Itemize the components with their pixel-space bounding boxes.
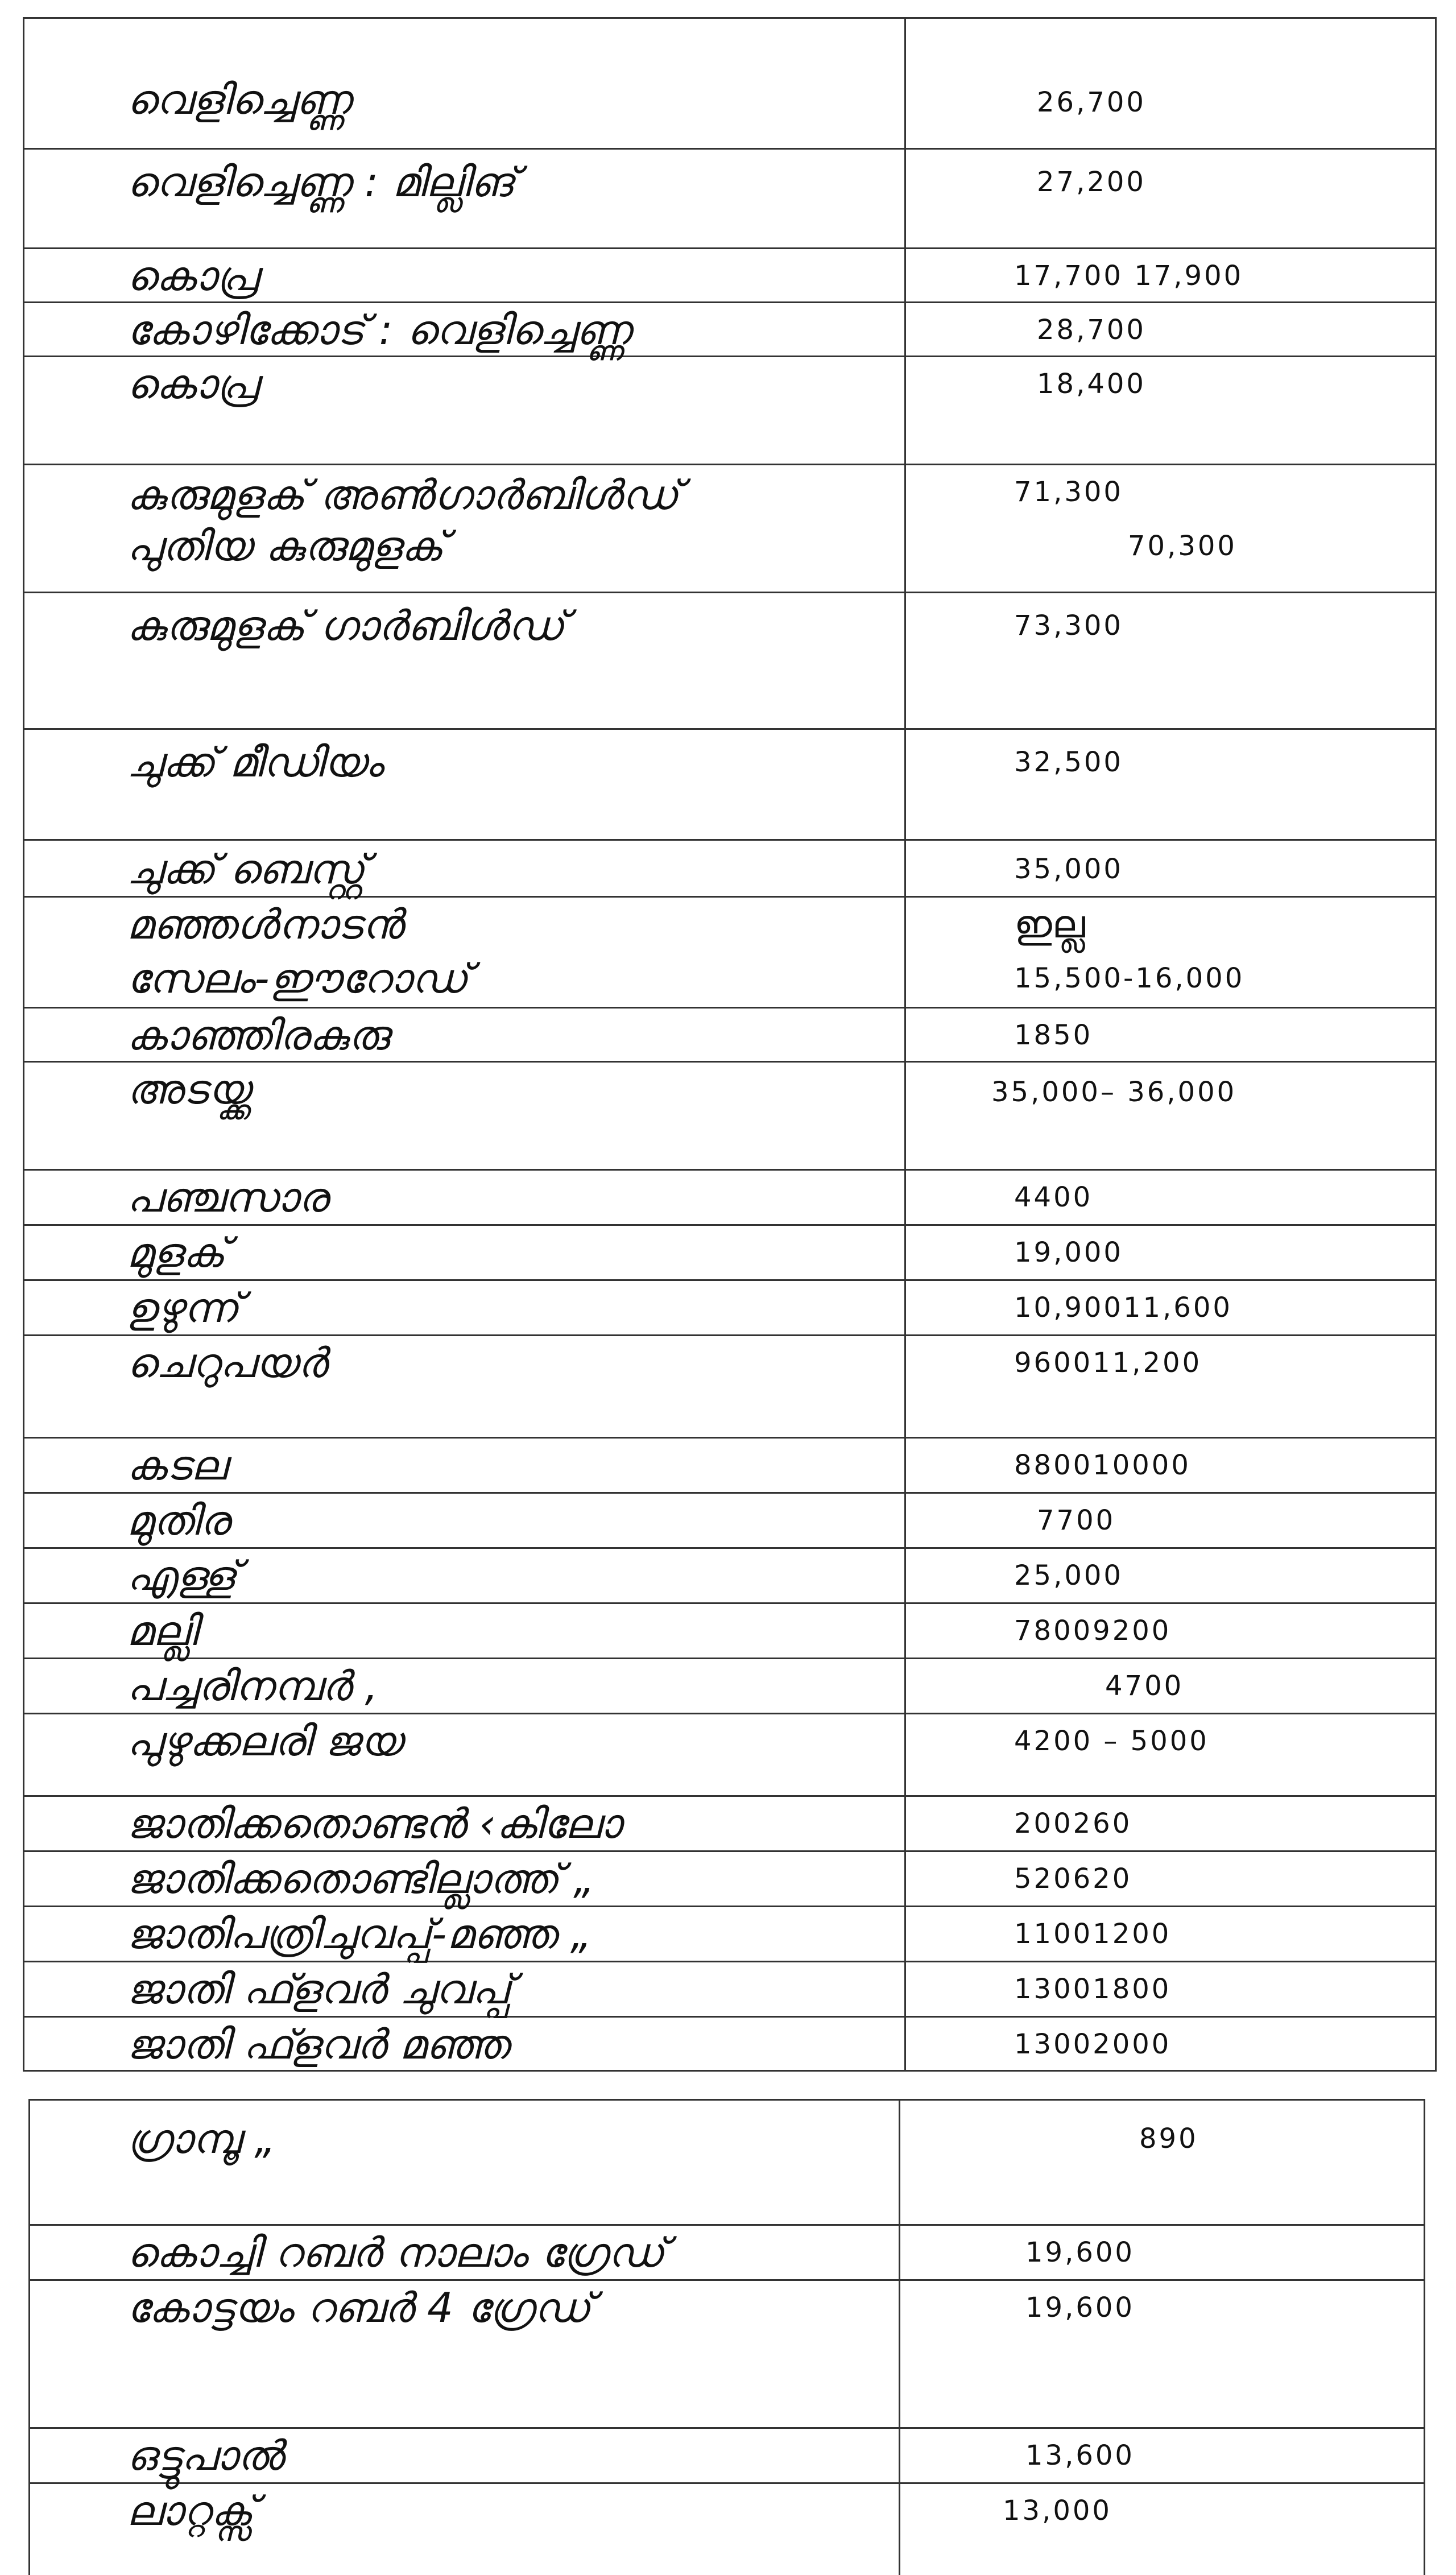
item-label: വെളിച്ചെണ്ണ : മില്ലിങ് bbox=[127, 158, 516, 206]
item-value: 13,000 bbox=[1003, 2495, 1112, 2527]
table-row bbox=[24, 1604, 1435, 1659]
table-row bbox=[24, 1281, 1435, 1336]
item-value: 35,000 bbox=[1014, 853, 1123, 885]
table-row bbox=[24, 1852, 1435, 1907]
item-label: കോട്ടയം റബർ 4 ഗ്രേഡ് bbox=[127, 2284, 592, 2332]
table-row bbox=[24, 1336, 1435, 1439]
item-label: കൊപ്ര bbox=[127, 360, 259, 408]
price-table-2 bbox=[28, 2099, 1425, 2575]
item-label: പുഴുക്കലരി ജയ bbox=[127, 1717, 403, 1765]
item-value: 13,600 bbox=[1025, 2440, 1135, 2471]
item-label: ജാതിക്കതൊണ്ടൻ ‹കിലോ bbox=[127, 1800, 622, 1847]
table-row bbox=[24, 1797, 1435, 1852]
item-label: കോഴിക്കോട് : വെളിച്ചെണ്ണ bbox=[127, 306, 631, 354]
item-value: 4700 bbox=[1105, 1670, 1184, 1702]
item-value: 26,700 bbox=[1037, 86, 1146, 118]
table-row bbox=[24, 1439, 1435, 1494]
item-label: മുളക് bbox=[127, 1229, 226, 1276]
table-row bbox=[24, 1171, 1435, 1226]
item-label: മല്ലി bbox=[127, 1607, 198, 1655]
item-value: 71,300 bbox=[1014, 476, 1123, 508]
table-row bbox=[24, 593, 1435, 730]
table-row bbox=[24, 1907, 1435, 1962]
item-label: പച്ചരിനമ്പർ , bbox=[127, 1662, 379, 1710]
item-label: കൊച്ചി റബർ നാലാം ഗ്രേഡ് bbox=[127, 2229, 665, 2276]
item-label: എള്ള് bbox=[127, 1552, 238, 1599]
item-value: 7700 bbox=[1037, 1505, 1116, 1536]
item-value: 25,000 bbox=[1014, 1560, 1123, 1592]
table-row bbox=[24, 249, 1435, 303]
table-row bbox=[30, 2101, 1424, 2226]
table-row bbox=[24, 1063, 1435, 1171]
item-label: കാഞ്ഞിരകുരു bbox=[127, 1011, 390, 1059]
item-label: ചെറുപയർ bbox=[127, 1339, 327, 1387]
price-table-1 bbox=[23, 17, 1437, 2072]
item-value: 73,300 bbox=[1014, 610, 1123, 642]
item-label: ജാതിപത്രിചുവപ്പ്-മഞ്ഞ „ bbox=[127, 1910, 593, 1958]
item-label: ചുക്ക് മീഡിയം bbox=[127, 738, 384, 786]
item-value: 10,90011,600 bbox=[1014, 1292, 1232, 1324]
table-row bbox=[30, 2429, 1424, 2484]
item-value: 1850 bbox=[1014, 1019, 1093, 1051]
item-label: അടയ്ക്ക bbox=[127, 1065, 250, 1113]
item-value: 32,500 bbox=[1014, 746, 1123, 778]
table-row bbox=[24, 1962, 1435, 2018]
item-label: പഞ്ചസാര bbox=[127, 1173, 329, 1221]
table-row bbox=[24, 1549, 1435, 1604]
table-row bbox=[24, 1659, 1435, 1714]
item-label: ലാറ്റക്സ് bbox=[127, 2487, 255, 2535]
table-row bbox=[24, 1226, 1435, 1281]
table-row bbox=[24, 303, 1435, 357]
item-label: ഉഴുന്ന് bbox=[127, 1284, 240, 1332]
item-value: 18,400 bbox=[1037, 368, 1146, 400]
item-value: 960011,200 bbox=[1014, 1347, 1202, 1379]
item-label: മുതിര bbox=[127, 1497, 230, 1544]
item-label: കുരുമുളക് ഗാർബിൾഡ് bbox=[127, 602, 565, 650]
item-label: ജാതി ഫ്ളവർ ചുവപ്പ് bbox=[127, 1965, 512, 2013]
table-row bbox=[24, 465, 1435, 593]
item-label: കടല bbox=[127, 1441, 227, 1489]
item-value-2: 70,300 bbox=[1128, 530, 1237, 562]
table-row bbox=[24, 730, 1435, 841]
table-row bbox=[24, 1008, 1435, 1063]
table-row bbox=[30, 2226, 1424, 2281]
table-row bbox=[24, 841, 1435, 898]
item-label-2: സേലം-ഈറോഡ് bbox=[127, 954, 469, 1002]
item-label: മഞ്ഞൾനാടൻ bbox=[127, 900, 404, 948]
table-row bbox=[24, 19, 1435, 150]
item-value: 19,000 bbox=[1014, 1237, 1123, 1268]
item-value: 520620 bbox=[1014, 1863, 1132, 1895]
item-value: 35,000– 36,000 bbox=[991, 1076, 1237, 1108]
item-value: 27,200 bbox=[1037, 166, 1146, 198]
item-value: 11001200 bbox=[1014, 1918, 1172, 1950]
table-row bbox=[24, 898, 1435, 1008]
item-value: 890 bbox=[1139, 2123, 1198, 2155]
item-label: കുരുമുളക് അൺഗാർബിൾഡ് bbox=[127, 471, 680, 519]
item-value-2: 15,500-16,000 bbox=[1014, 962, 1245, 994]
item-label: ഒട്ടുപാൽ bbox=[127, 2432, 284, 2479]
table-row bbox=[24, 2018, 1435, 2072]
item-label: കൊപ്ര bbox=[127, 252, 259, 300]
item-label: ഗ്രാമ്പൂ „ bbox=[127, 2115, 276, 2163]
item-label-2: പുതിയ കുരുമുളക് bbox=[127, 522, 445, 570]
item-value: 19,600 bbox=[1025, 2292, 1135, 2324]
item-value: 78009200 bbox=[1014, 1615, 1172, 1647]
item-value: 880010000 bbox=[1014, 1449, 1191, 1481]
item-label: ചുക്ക് ബെസ്റ്റ് bbox=[127, 845, 366, 893]
table-row bbox=[30, 2281, 1424, 2429]
item-value: 19,600 bbox=[1025, 2237, 1135, 2268]
item-value: 28,700 bbox=[1037, 314, 1146, 346]
item-value: 13001800 bbox=[1014, 1973, 1172, 2005]
item-value: 4200 – 5000 bbox=[1014, 1725, 1209, 1757]
table-row bbox=[30, 2484, 1424, 2575]
item-value: ഇല്ല bbox=[1014, 902, 1085, 947]
table-row bbox=[24, 150, 1435, 249]
item-value: 13002000 bbox=[1014, 2028, 1172, 2060]
item-value: 200260 bbox=[1014, 1808, 1132, 1840]
table-row bbox=[24, 1714, 1435, 1797]
table-row bbox=[24, 1494, 1435, 1549]
table-row bbox=[24, 357, 1435, 465]
item-value: 4400 bbox=[1014, 1181, 1093, 1213]
item-label: ജാതി ഫ്ളവർ മഞ്ഞ bbox=[127, 2020, 510, 2068]
item-label: ജാതിക്കതൊണ്ടില്ലാത്ത് „ bbox=[127, 1855, 595, 1903]
item-value: 17,700 17,900 bbox=[1014, 260, 1244, 292]
item-label: വെളിച്ചെണ്ണ bbox=[127, 76, 351, 123]
